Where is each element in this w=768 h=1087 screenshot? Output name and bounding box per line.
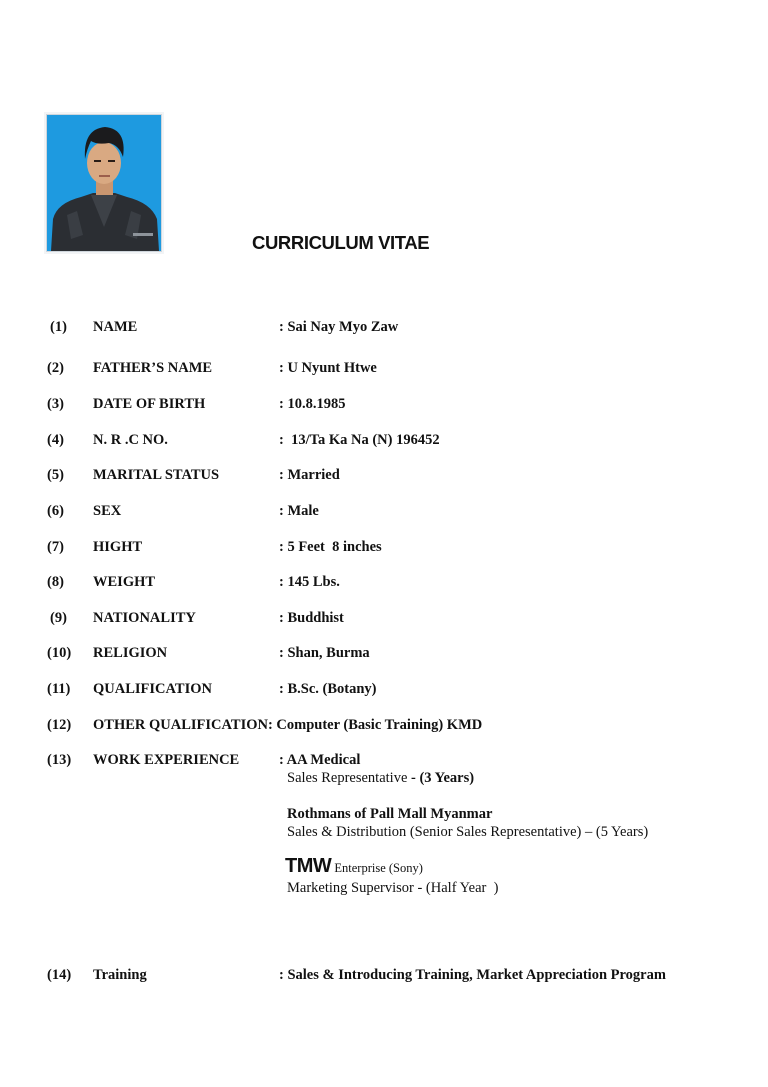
row-value: : Male <box>279 503 319 519</box>
job1-role: Sales Representative <box>287 770 408 786</box>
job2-company: Rothmans of Pall Mall Myanmar <box>287 806 493 822</box>
row-number: (11) <box>47 681 71 697</box>
profile-photo <box>46 114 162 252</box>
row-label: NAME <box>93 319 138 335</box>
row-label: MARITAL STATUS <box>93 467 220 483</box>
row-label: N. R .C NO. <box>93 432 168 448</box>
row-label: HIGHT <box>93 539 143 555</box>
row-number: (3) <box>47 396 64 412</box>
row-number: (12) <box>47 717 72 733</box>
row-value: : U Nyunt Htwe <box>279 360 377 376</box>
job3-company-suffix: Enterprise (Sony) <box>331 861 423 875</box>
row-label: WORK EXPERIENCE <box>93 752 240 768</box>
row-number: (5) <box>47 467 64 483</box>
row-number: (6) <box>47 503 64 519</box>
row-value: : Shan, Burma <box>279 645 370 661</box>
job1-duration: - (3 Years) <box>407 770 475 786</box>
row-number: (8) <box>47 574 64 590</box>
row-number: (7) <box>47 539 64 555</box>
row-number: (2) <box>47 360 64 376</box>
row-number: (9) <box>50 610 67 626</box>
row-label: DATE OF BIRTH <box>93 396 206 412</box>
row-value: : 145 Lbs. <box>279 574 340 590</box>
row-number: (14) <box>47 967 72 983</box>
row-number: (13) <box>47 752 72 768</box>
page-title: CURRICULUM VITAE <box>252 232 430 253</box>
row-number: (10) <box>47 645 72 661</box>
row-label: FATHER’S NAME <box>93 360 213 376</box>
row-value: : AA Medical <box>279 752 361 768</box>
row-label: WEIGHT <box>93 574 156 590</box>
row-value: : Sales & Introducing Training, Market Appreciation Program <box>279 967 666 983</box>
row-value: : Married <box>279 467 340 483</box>
row-label: QUALIFICATION <box>93 681 212 697</box>
row-value: : 10.8.1985 <box>279 396 346 412</box>
row-label: RELIGION <box>93 645 168 661</box>
row-label: Training <box>93 967 147 983</box>
job1-line <box>287 770 474 787</box>
job3-line <box>285 855 423 878</box>
row-number: (4) <box>47 432 64 448</box>
job2-role: Sales & Distribution (Senior Sales Representative) – (5 Years) <box>287 824 649 840</box>
job3-role: Marketing Supervisor - (Half Year ) <box>287 880 499 896</box>
row-value: : Buddhist <box>279 610 344 626</box>
row-value: : B.Sc. (Botany) <box>279 681 377 697</box>
row-value: : Sai Nay Myo Zaw <box>279 319 399 335</box>
job3-brand: TMW <box>285 855 332 877</box>
row-value: : 13/Ta Ka Na (N) 196452 <box>279 432 440 448</box>
row-number: (1) <box>50 319 67 335</box>
person-portrait-icon <box>47 115 161 251</box>
row-label: OTHER QUALIFICATION: Computer (Basic Training) KMD <box>93 717 483 733</box>
row-value: : 5 Feet 8 inches <box>279 539 382 555</box>
row-label: NATIONALITY <box>93 610 196 626</box>
row-label: SEX <box>93 503 122 519</box>
